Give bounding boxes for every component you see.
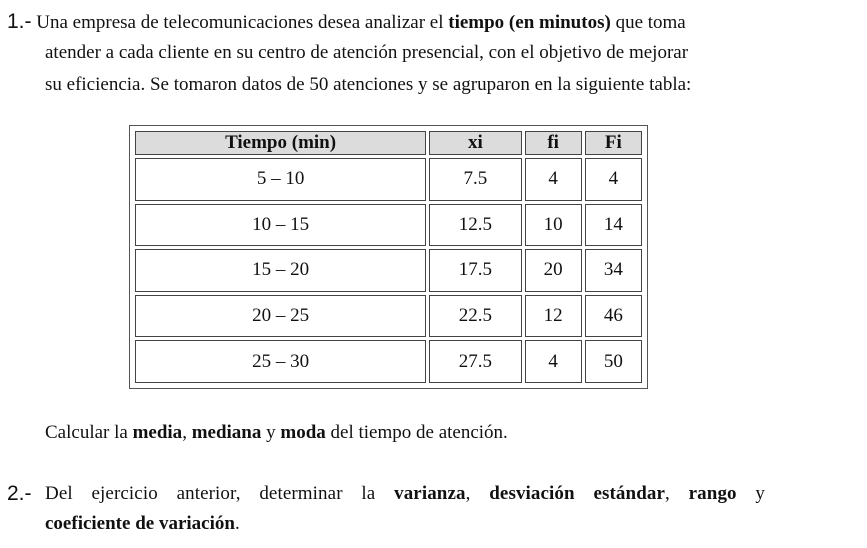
cell-xi: 22.5 (429, 295, 521, 338)
cell-interval: 25 – 30 (135, 340, 426, 383)
table-row (135, 340, 642, 383)
cell-Fi: 34 (585, 249, 642, 292)
problem-1-number: 1.- (7, 10, 32, 33)
p2-text-e: , (665, 483, 689, 504)
cell-Fi: 14 (585, 204, 642, 247)
p2-bold-desviacion: desviación estándar (489, 483, 665, 504)
cell-fi: 4 (525, 340, 582, 383)
cell-interval: 5 – 10 (135, 158, 426, 201)
problem-2-line-2 (45, 513, 240, 535)
problem-2-line-1 (45, 483, 765, 505)
header-Fi: Fi (585, 131, 642, 155)
p2-period: . (234, 513, 240, 534)
p2-text-c: , (465, 483, 490, 504)
calc-text-e: y (261, 422, 281, 443)
calc-text-g: del tiempo de atención. (325, 422, 508, 443)
header-xi: xi (429, 131, 521, 155)
p2-text-g: y (736, 483, 766, 504)
cell-Fi: 4 (585, 158, 642, 201)
cell-xi: 17.5 (429, 249, 521, 292)
cell-xi: 27.5 (429, 340, 521, 383)
p2-bold-rango: rango (688, 483, 737, 504)
header-fi: fi (525, 131, 582, 155)
p2-bold-coeficiente: coeficiente de variación (45, 513, 235, 534)
calc-text-c: , (182, 422, 192, 443)
table-row (135, 295, 642, 338)
calc-bold-mediana: mediana (191, 422, 262, 443)
frequency-table-frame (129, 125, 648, 389)
calculate-instruction (45, 422, 508, 444)
problem-1-line-3: su eficiencia. Se tomaron datos de 50 atenciones y se agruparon en la siguiente tabla: (45, 74, 692, 95)
p2-bold-varianza: varianza (394, 483, 466, 504)
table-row (135, 249, 642, 292)
calc-text-a: Calcular la (45, 422, 133, 443)
table-header-row (135, 131, 642, 155)
table-row (135, 158, 642, 201)
problem-1-text-a: Una empresa de telecomunicaciones desea analizar el (36, 12, 449, 33)
p2-text-a: Del ejercicio anterior, determinar la (45, 483, 395, 504)
cell-xi: 12.5 (429, 204, 521, 247)
table-row (135, 204, 642, 247)
header-tiempo: Tiempo (min) (135, 131, 426, 155)
cell-fi: 20 (525, 249, 582, 292)
cell-Fi: 46 (585, 295, 642, 338)
calc-bold-media: media (132, 422, 183, 443)
problem-1-text-c: que toma (610, 12, 686, 33)
problem-2-number: 2.- (7, 482, 32, 505)
cell-Fi: 50 (585, 340, 642, 383)
problem-1-line-1 (7, 10, 686, 34)
cell-xi: 7.5 (429, 158, 521, 201)
cell-fi: 10 (525, 204, 582, 247)
cell-interval: 10 – 15 (135, 204, 426, 247)
cell-fi: 4 (525, 158, 582, 201)
frequency-table (132, 128, 645, 386)
problem-1-bold-time: tiempo (en minutos) (448, 12, 611, 33)
problem-1-line-2: atender a cada cliente en su centro de atención presencial, con el objetivo de mejorar (45, 42, 689, 63)
calc-bold-moda: moda (280, 422, 326, 443)
cell-interval: 15 – 20 (135, 249, 426, 292)
cell-fi: 12 (525, 295, 582, 338)
cell-interval: 20 – 25 (135, 295, 426, 338)
